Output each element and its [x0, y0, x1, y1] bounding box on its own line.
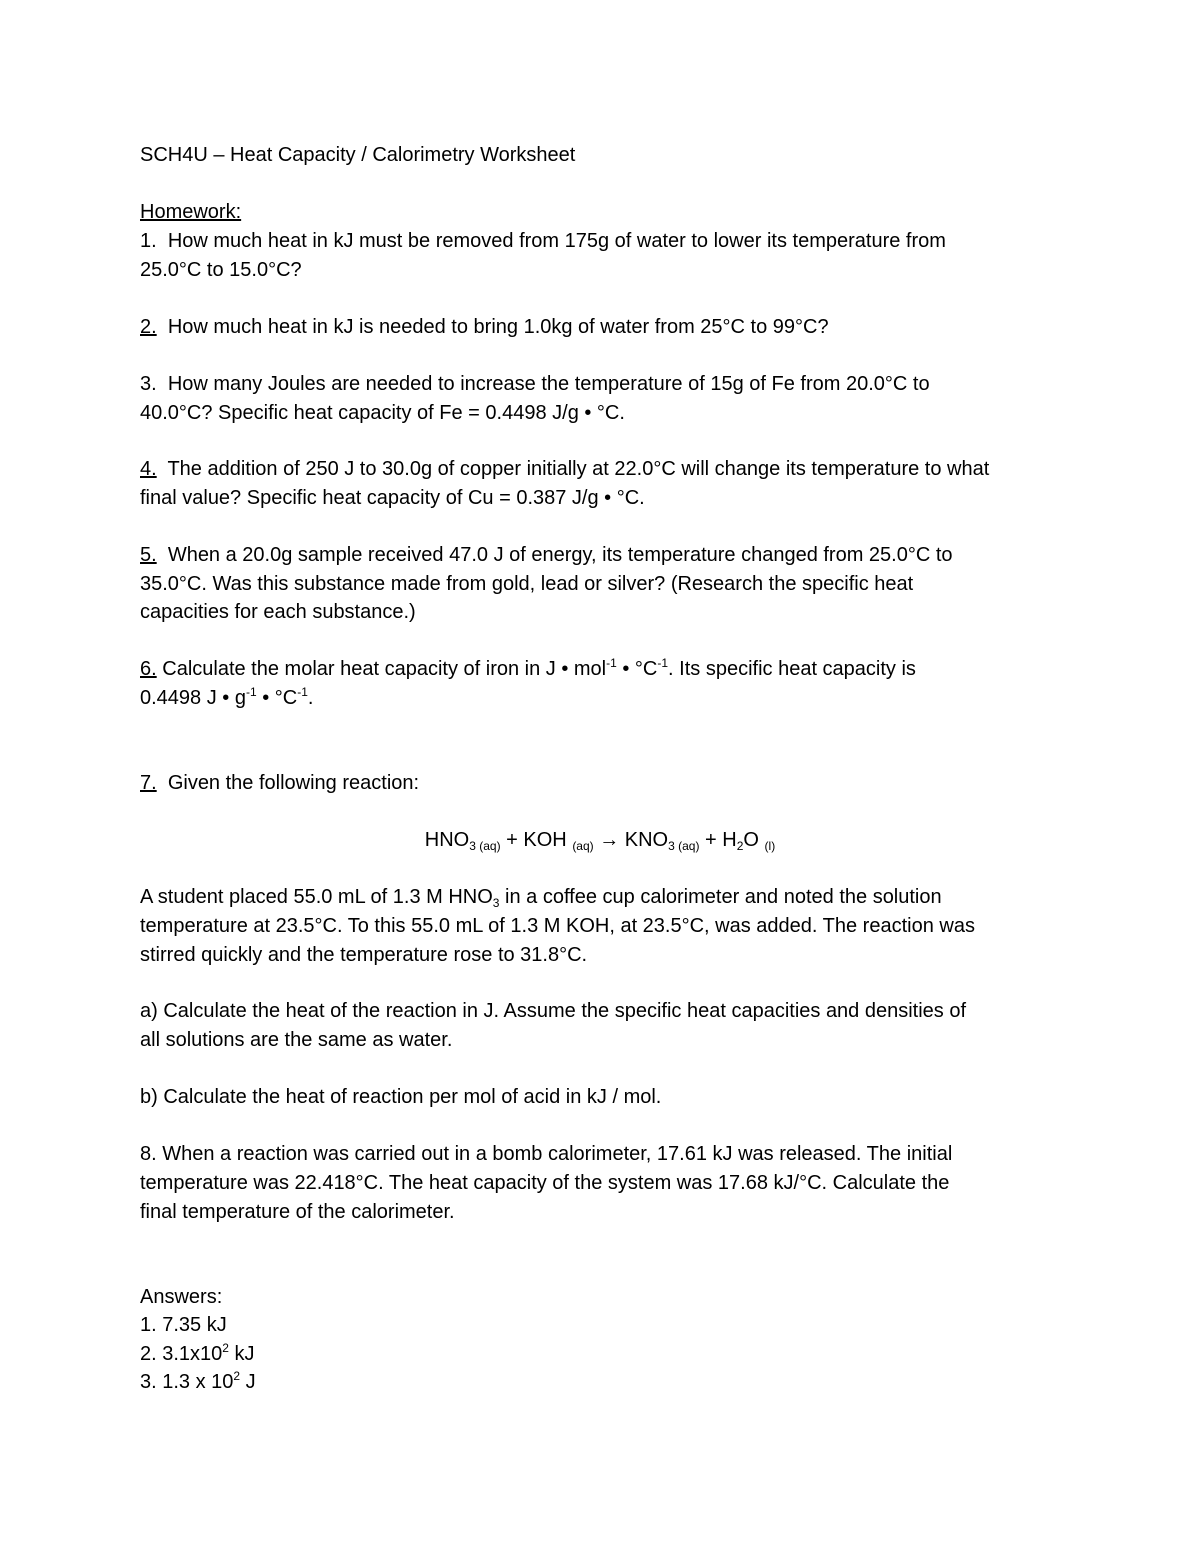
question-2-number: 2. [140, 316, 157, 338]
question-5-number: 5. [140, 544, 157, 566]
chemical-equation [0, 828, 1200, 858]
question-8-line-3: final temperature of the calorimeter. [140, 1201, 455, 1223]
question-1-line-2: 25.0°C to 15.0°C? [140, 259, 302, 281]
page-title: SCH4U – Heat Capacity / Calorimetry Worksheet [140, 144, 576, 166]
question-6-text-a: Calculate the molar heat capacity of iron in J • mol [162, 658, 607, 680]
question-6-text-e: • °C [256, 687, 298, 709]
question-4-number: 4. [140, 458, 157, 480]
eq-koh: + KOH [500, 829, 573, 851]
question-6-text-b: • °C [616, 658, 658, 680]
question-3-text: How many Joules are needed to increase the temperature of 15g of Fe from 20.0°C to [167, 373, 930, 395]
answer-3 [140, 1370, 256, 1394]
state-l: (l) [764, 839, 776, 853]
state-aq: (aq) [475, 839, 501, 853]
subscript: 3 [469, 839, 476, 853]
question-7-line-1 [140, 771, 419, 795]
question-6-line-1 [140, 657, 916, 681]
subscript: 3 [668, 839, 675, 853]
eq-hno: HNO [424, 829, 470, 851]
superscript: -1 [657, 656, 669, 670]
question-7a-line-1: a) Calculate the heat of the reaction in J. Assume the specific heat capacities and densities of [140, 1000, 967, 1022]
question-5-text: When a 20.0g sample received 47.0 J of energy, its temperature changed from 25.0°C to [167, 544, 953, 566]
question-5-line-2: 35.0°C. Was this substance made from gold, lead or silver? (Research the specific heat [140, 573, 914, 595]
superscript: 2 [233, 1369, 241, 1383]
question-8-line-1: 8. When a reaction was carried out in a bomb calorimeter, 17.61 kJ was released. The initial [140, 1143, 953, 1165]
answers-heading: Answers: [140, 1286, 223, 1308]
question-8-line-2: temperature was 22.418°C. The heat capacity of the system was 17.68 kJ/°C. Calculate the [140, 1172, 950, 1194]
answer-2-text-a: 2. 3.1x10 [140, 1343, 223, 1365]
q7-text-a: A student placed 55.0 mL of 1.3 M HNO [140, 886, 493, 908]
question-6-text-d: 0.4498 J • g [140, 687, 246, 709]
q7-text-b: in a coffee cup calorimeter and noted the solution [499, 886, 942, 908]
answer-2-text-b: kJ [228, 1343, 255, 1365]
state-aq: (aq) [674, 839, 700, 853]
question-7-paragraph-line-2: temperature at 23.5°C. To this 55.0 mL of 1.3 M KOH, at 23.5°C, was added. The reaction was [140, 915, 975, 937]
subscript: 2 [736, 839, 744, 853]
question-1-number: 1. [140, 230, 157, 252]
question-7a-line-2: all solutions are the same as water. [140, 1029, 453, 1051]
question-2-line-1 [140, 315, 829, 339]
subscript: 3 [492, 896, 500, 910]
question-6-text-c: . Its specific heat capacity is [668, 658, 916, 680]
question-1-text: How much heat in kJ must be removed from 175g of water to lower its temperature from [167, 230, 946, 252]
answer-3-text-b: J [240, 1371, 256, 1393]
question-4-text: The addition of 250 J to 30.0g of copper initially at 22.0°C will change its temperature to what [167, 458, 990, 480]
question-1-line-1 [140, 229, 946, 253]
state-aq: (aq) [572, 839, 594, 853]
question-7-paragraph-line-3: stirred quickly and the temperature rose to 31.8°C. [140, 944, 588, 966]
question-3-number: 3. [140, 373, 157, 395]
question-3-line-1 [140, 372, 930, 396]
superscript: 2 [222, 1341, 229, 1355]
question-7-number: 7. [140, 772, 157, 794]
question-6-number: 6. [140, 658, 157, 680]
question-5-line-3: capacities for each substance.) [140, 601, 416, 623]
question-7b-line-1: b) Calculate the heat of reaction per mol of acid in kJ / mol. [140, 1086, 662, 1108]
question-6-text-f: . [307, 687, 314, 709]
answer-2 [140, 1342, 255, 1366]
superscript: -1 [606, 656, 617, 670]
question-6-line-2 [140, 686, 313, 710]
question-7-paragraph-line-1 [140, 885, 942, 915]
eq-arrow-kno: → KNO [593, 829, 669, 851]
question-4-line-1 [140, 457, 989, 481]
question-7-intro: Given the following reaction: [167, 772, 420, 794]
answer-3-text-a: 3. 1.3 x 10 [140, 1371, 234, 1393]
homework-heading: Homework: [140, 201, 242, 223]
answer-1: 1. 7.35 kJ [140, 1314, 227, 1336]
question-2-text: How much heat in kJ is needed to bring 1.0kg of water from 25°C to 99°C? [167, 316, 829, 338]
question-3-line-2: 40.0°C? Specific heat capacity of Fe = 0.4498 J/g • °C. [140, 402, 625, 424]
eq-h: + H [699, 829, 737, 851]
eq-o: O [743, 829, 765, 851]
superscript: -1 [245, 685, 257, 699]
question-4-line-2: final value? Specific heat capacity of Cu = 0.387 J/g • °C. [140, 487, 645, 509]
superscript: -1 [297, 685, 308, 699]
question-5-line-1 [140, 543, 953, 567]
